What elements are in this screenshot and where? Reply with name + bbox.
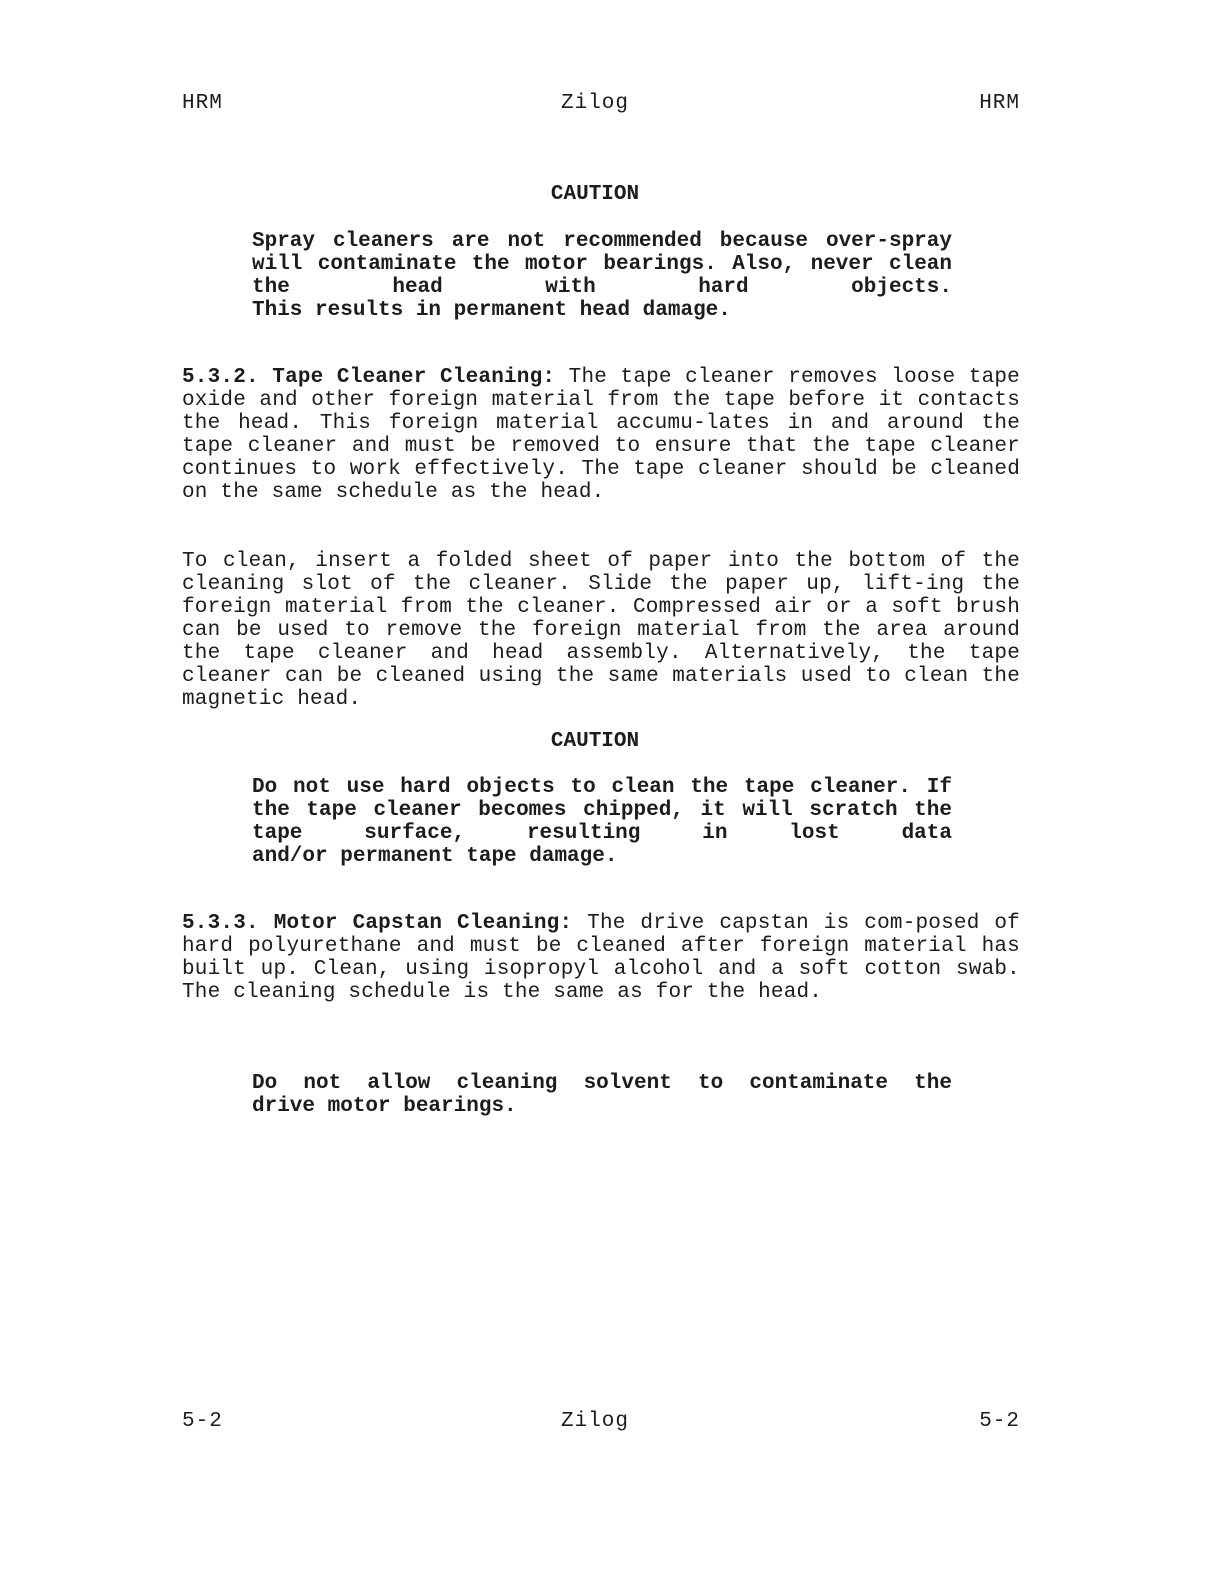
caution-text-1-body: Spray cleaners are not recommended because over-spray will contaminate the motor bearings. Also, never clean the head with hard objects. [252,230,952,299]
footer-right: 5-2 [979,1410,1020,1433]
caution-text-2-body: Do not use hard objects to clean the tape cleaner. If the tape cleaner becomes chipped, it will scratch the tape surface, resulting in lost data [252,776,952,845]
note-text-3-last: drive motor bearings. [252,1095,517,1118]
section-532-body: The tape cleaner removes loose tape oxide and other foreign material from the tape before it contacts the head. This foreign material accumu-lates in and around the tape cleaner and must be removed to ensure that the tape cleaner continues to work effectively. The tape cleaner should be cleaned on the same schedule as the head. [182,366,1020,504]
note-text-3-body: Do not allow cleaning solvent to contaminate the [252,1072,952,1095]
caution-title-1: CAUTION [550,183,640,206]
caution-text-1-last: This results in permanent head damage. [252,299,731,322]
section-533-body: The drive capstan is com-posed of hard polyurethane and must be cleaned after foreign material has built up. Clean, using isopropyl alcohol and a soft cotton swab. The cleaning schedule is the same as for the head. [182,912,1020,1004]
header-left: HRM [182,92,223,115]
header-center: Zilog [560,92,629,115]
caution-text-1 [252,230,952,322]
caution-text-2-last: and/or permanent tape damage. [252,845,618,868]
section-533-heading: Motor Capstan Cleaning: [273,912,573,935]
section-532-heading: Tape Cleaner Cleaning: [272,366,556,389]
footer-left: 5-2 [182,1410,223,1433]
section-532-number: 5.3.2. [182,366,259,389]
caution-title-2: CAUTION [550,730,640,753]
section-533-number: 5.3.3. [182,912,259,935]
paragraph-clean: To clean, insert a folded sheet of paper into the bottom of the cleaning slot of the cleaner. Slide the paper up, lift-ing the foreign material from the cleaner. Compressed air or a soft brush can be used to remove the foreign material from the area around the tape cleaner and head assembly. Alternatively, the tape cleaner can be cleaned using the same materials used to clean the magnetic head. [182,550,1020,711]
footer-center: Zilog [560,1410,629,1433]
caution-text-2 [252,776,952,868]
section-532 [182,366,1020,504]
note-text-3 [252,1072,952,1118]
section-533 [182,912,1020,1004]
header-right: HRM [979,92,1020,115]
